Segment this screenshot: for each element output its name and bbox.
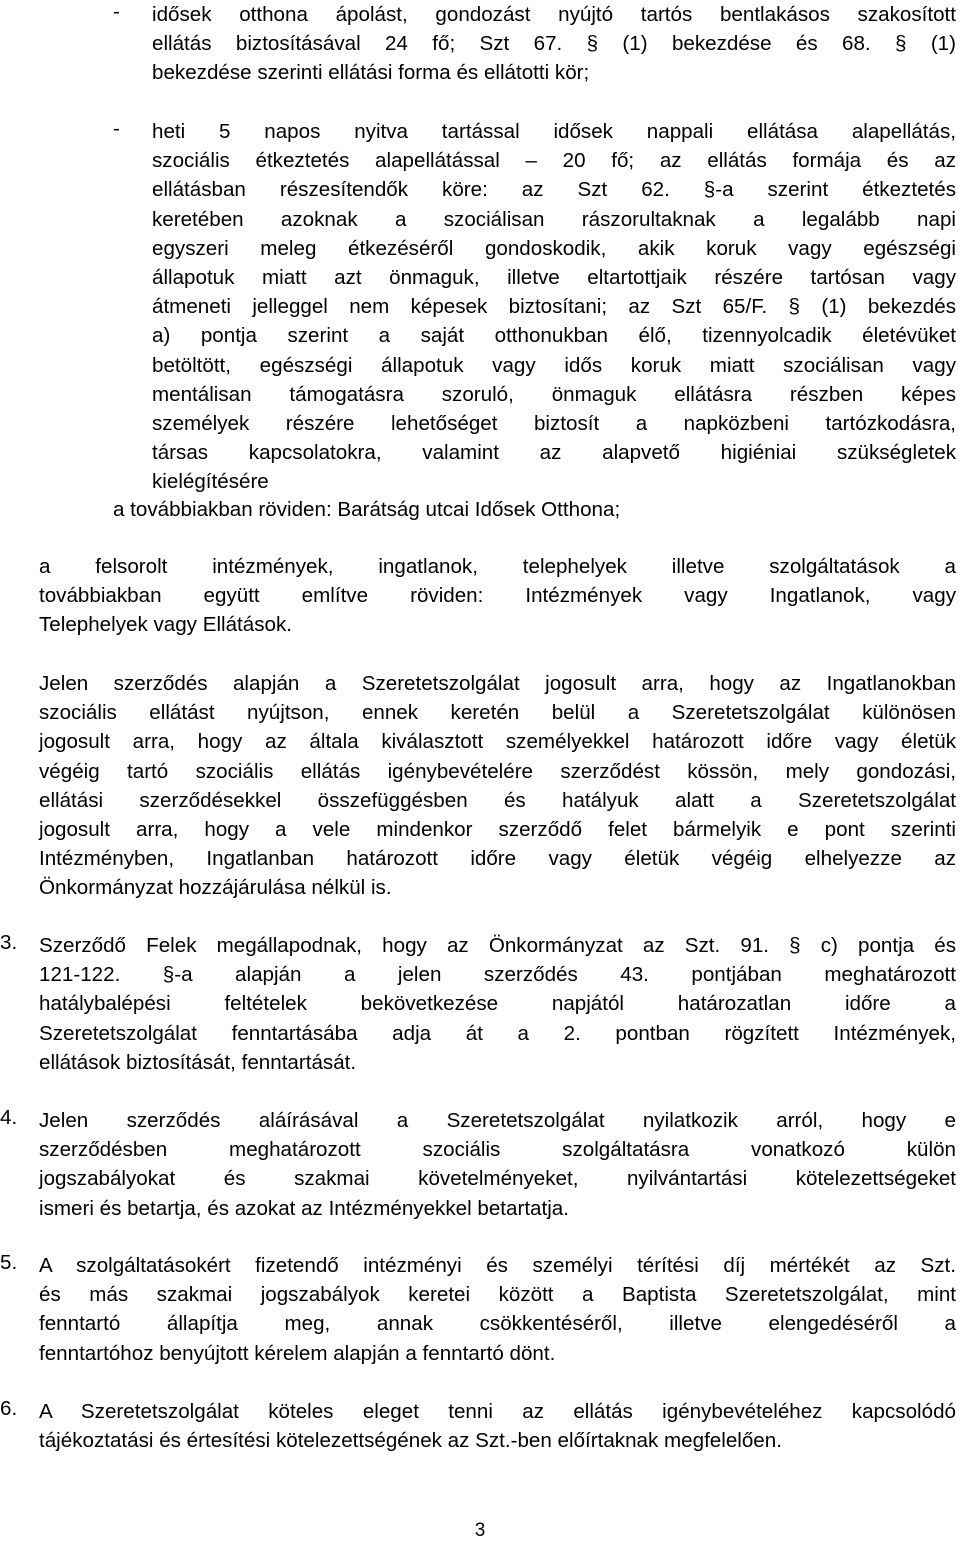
text-line: A szolgáltatásokért fizetendő intézményi és személyi térítési díj mértékét az Szt. [39, 1254, 956, 1277]
text-line: Jelen szerződés alapján a Szeretetszolgálat jogosult arra, hogy az Ingatlanokban [39, 672, 956, 695]
text-line: a felsorolt intézmények, ingatlanok, telephelyek illetve szolgáltatások a [39, 555, 956, 578]
item-number: 4. [0, 1106, 18, 1129]
text-line: Szeretetszolgálat fenntartásába adja át a 2. pontban rögzített Intézmények, [39, 1021, 956, 1045]
text-line: tájékoztatási és értesítési kötelezettségének az Szt.-ben előírtaknak megfelelően. [39, 1429, 782, 1453]
text-line: 121-122. §-a alapján a jelen szerződés 43. pontjában meghatározott [39, 963, 956, 987]
text-line: társas kapcsolatokra, valamint az alapvető higiéniai szükségletek [152, 441, 956, 465]
text-line: Jelen szerződés aláírásával a Szeretetszolgálat nyilatkozik arról, hogy e [39, 1109, 956, 1132]
text-line: jogszabályokat és szakmai követelményeket, nyilvántartási kötelezettségeket [39, 1167, 956, 1191]
text-line: személyek részére lehetőséget biztosít a napközbeni tartózkodásra, [152, 412, 956, 436]
paragraph-listed-institutions [39, 552, 956, 640]
text-line: állapotuk miatt azt önmaguk, illetve eltartottjaik részére tartósan vagy [152, 266, 956, 290]
text-line: keretében azoknak a szociálisan rászorultaknak a legalább napi [152, 207, 956, 231]
text-line: Önkormányzat hozzájárulása nélkül is. [39, 876, 392, 900]
text-line: fenntartó állapítja meg, annak csökkentéséről, illetve elengedéséről a [39, 1312, 956, 1336]
text-line: ellátások biztosítását, fenntartását. [39, 1050, 357, 1074]
text-line: és más szakmai jogszabályok keretei között a Baptista Szeretetszolgálat, mint [39, 1283, 956, 1307]
text-line: végéig tartó szociális ellátás igénybevételére szerződést kössön, mely gondozási, [39, 759, 956, 783]
text-line: a) pontja szerint a saját otthonukban élő, tizennyolcadik életévüket [152, 324, 956, 348]
item-5-text [39, 1251, 956, 1368]
text-line: a továbbiakban röviden: Barátság utcai Idősek Otthona; [113, 498, 621, 521]
bullet-2-text [152, 117, 956, 497]
text-line: szociális ellátást nyújtson, ennek keretén belül a Szeretetszolgálat különösen [39, 701, 956, 725]
item-number: 3. [0, 931, 18, 954]
bullet-1-text [152, 0, 956, 88]
item-6-text [39, 1397, 956, 1455]
text-line: A Szeretetszolgálat köteles eleget tenni az ellátás igénybevételéhez kapcsolódó [39, 1400, 956, 1423]
text-line: fenntartóhoz benyújtott kérelem alapján a fenntartó dönt. [39, 1341, 556, 1365]
text-line: jogosult arra, hogy a vele mindenkor szerződő felet bármelyik e pont szerinti [39, 818, 956, 842]
text-line: továbbiakban együtt említve röviden: Intézmények vagy Ingatlanok, vagy [39, 584, 956, 608]
text-line: jogosult arra, hogy az általa kiválasztott személyekkel határozott időre vagy életük [39, 730, 956, 754]
text-line: bekezdése szerinti ellátási forma és ellátotti kör; [152, 61, 590, 85]
text-line: ellátásban részesítendők köre: az Szt 62. §-a szerint étkeztetés [152, 178, 956, 202]
paragraph-contract-rights [39, 669, 956, 903]
text-line: egyszeri meleg étkezéséről gondoskodik, akik koruk vagy egészségi [152, 236, 956, 260]
text-line: ismeri és betartja, és azokat az Intézményekkel betartatja. [39, 1196, 569, 1220]
text-line: ellátás biztosításával 24 fő; Szt 67. § (1) bekezdése és 68. § (1) [152, 32, 956, 56]
bullet-dash: - [113, 117, 120, 140]
text-line: mentálisan támogatásra szoruló, önmaguk ellátásra részben képes [152, 382, 956, 406]
item-3-text [39, 931, 956, 1077]
item-number: 5. [0, 1251, 18, 1274]
text-line: Telephelyek vagy Ellátások. [39, 613, 292, 637]
text-line: hatálybalépési feltételek bekövetkezése napjától határozatlan időre a [39, 992, 956, 1016]
bullet-dash: - [113, 0, 120, 23]
summary-line [113, 495, 620, 524]
page-number: 3 [474, 1520, 486, 1541]
item-number: 6. [0, 1397, 18, 1420]
text-line: Szerződő Felek megállapodnak, hogy az Önkormányzat az Szt. 91. § c) pontja és [39, 934, 956, 957]
text-line: kielégítésére [152, 470, 269, 494]
text-line: szociális étkeztetés alapellátással – 20 fő; az ellátás formája és az [152, 149, 956, 173]
text-line: Intézményben, Ingatlanban határozott időre vagy életük végéig elhelyezze az [39, 847, 956, 871]
text-line: átmeneti jelleggel nem képesek biztosítani; az Szt 65/F. § (1) bekezdés [152, 295, 956, 319]
item-4-text [39, 1106, 956, 1223]
text-line: idősek otthona ápolást, gondozást nyújtó tartós bentlakásos szakosított [152, 3, 956, 26]
text-line: ellátási szerződésekkel összefüggésben és hatályuk alatt a Szeretetszolgálat [39, 788, 956, 812]
text-line: szerződésben meghatározott szociális szolgáltatásra vonatkozó külön [39, 1138, 956, 1162]
text-line: heti 5 napos nyitva tartással idősek nappali ellátása alapellátás, [152, 120, 956, 143]
text-line: betöltött, egészségi állapotuk vagy idős koruk miatt szociálisan vagy [152, 353, 956, 377]
